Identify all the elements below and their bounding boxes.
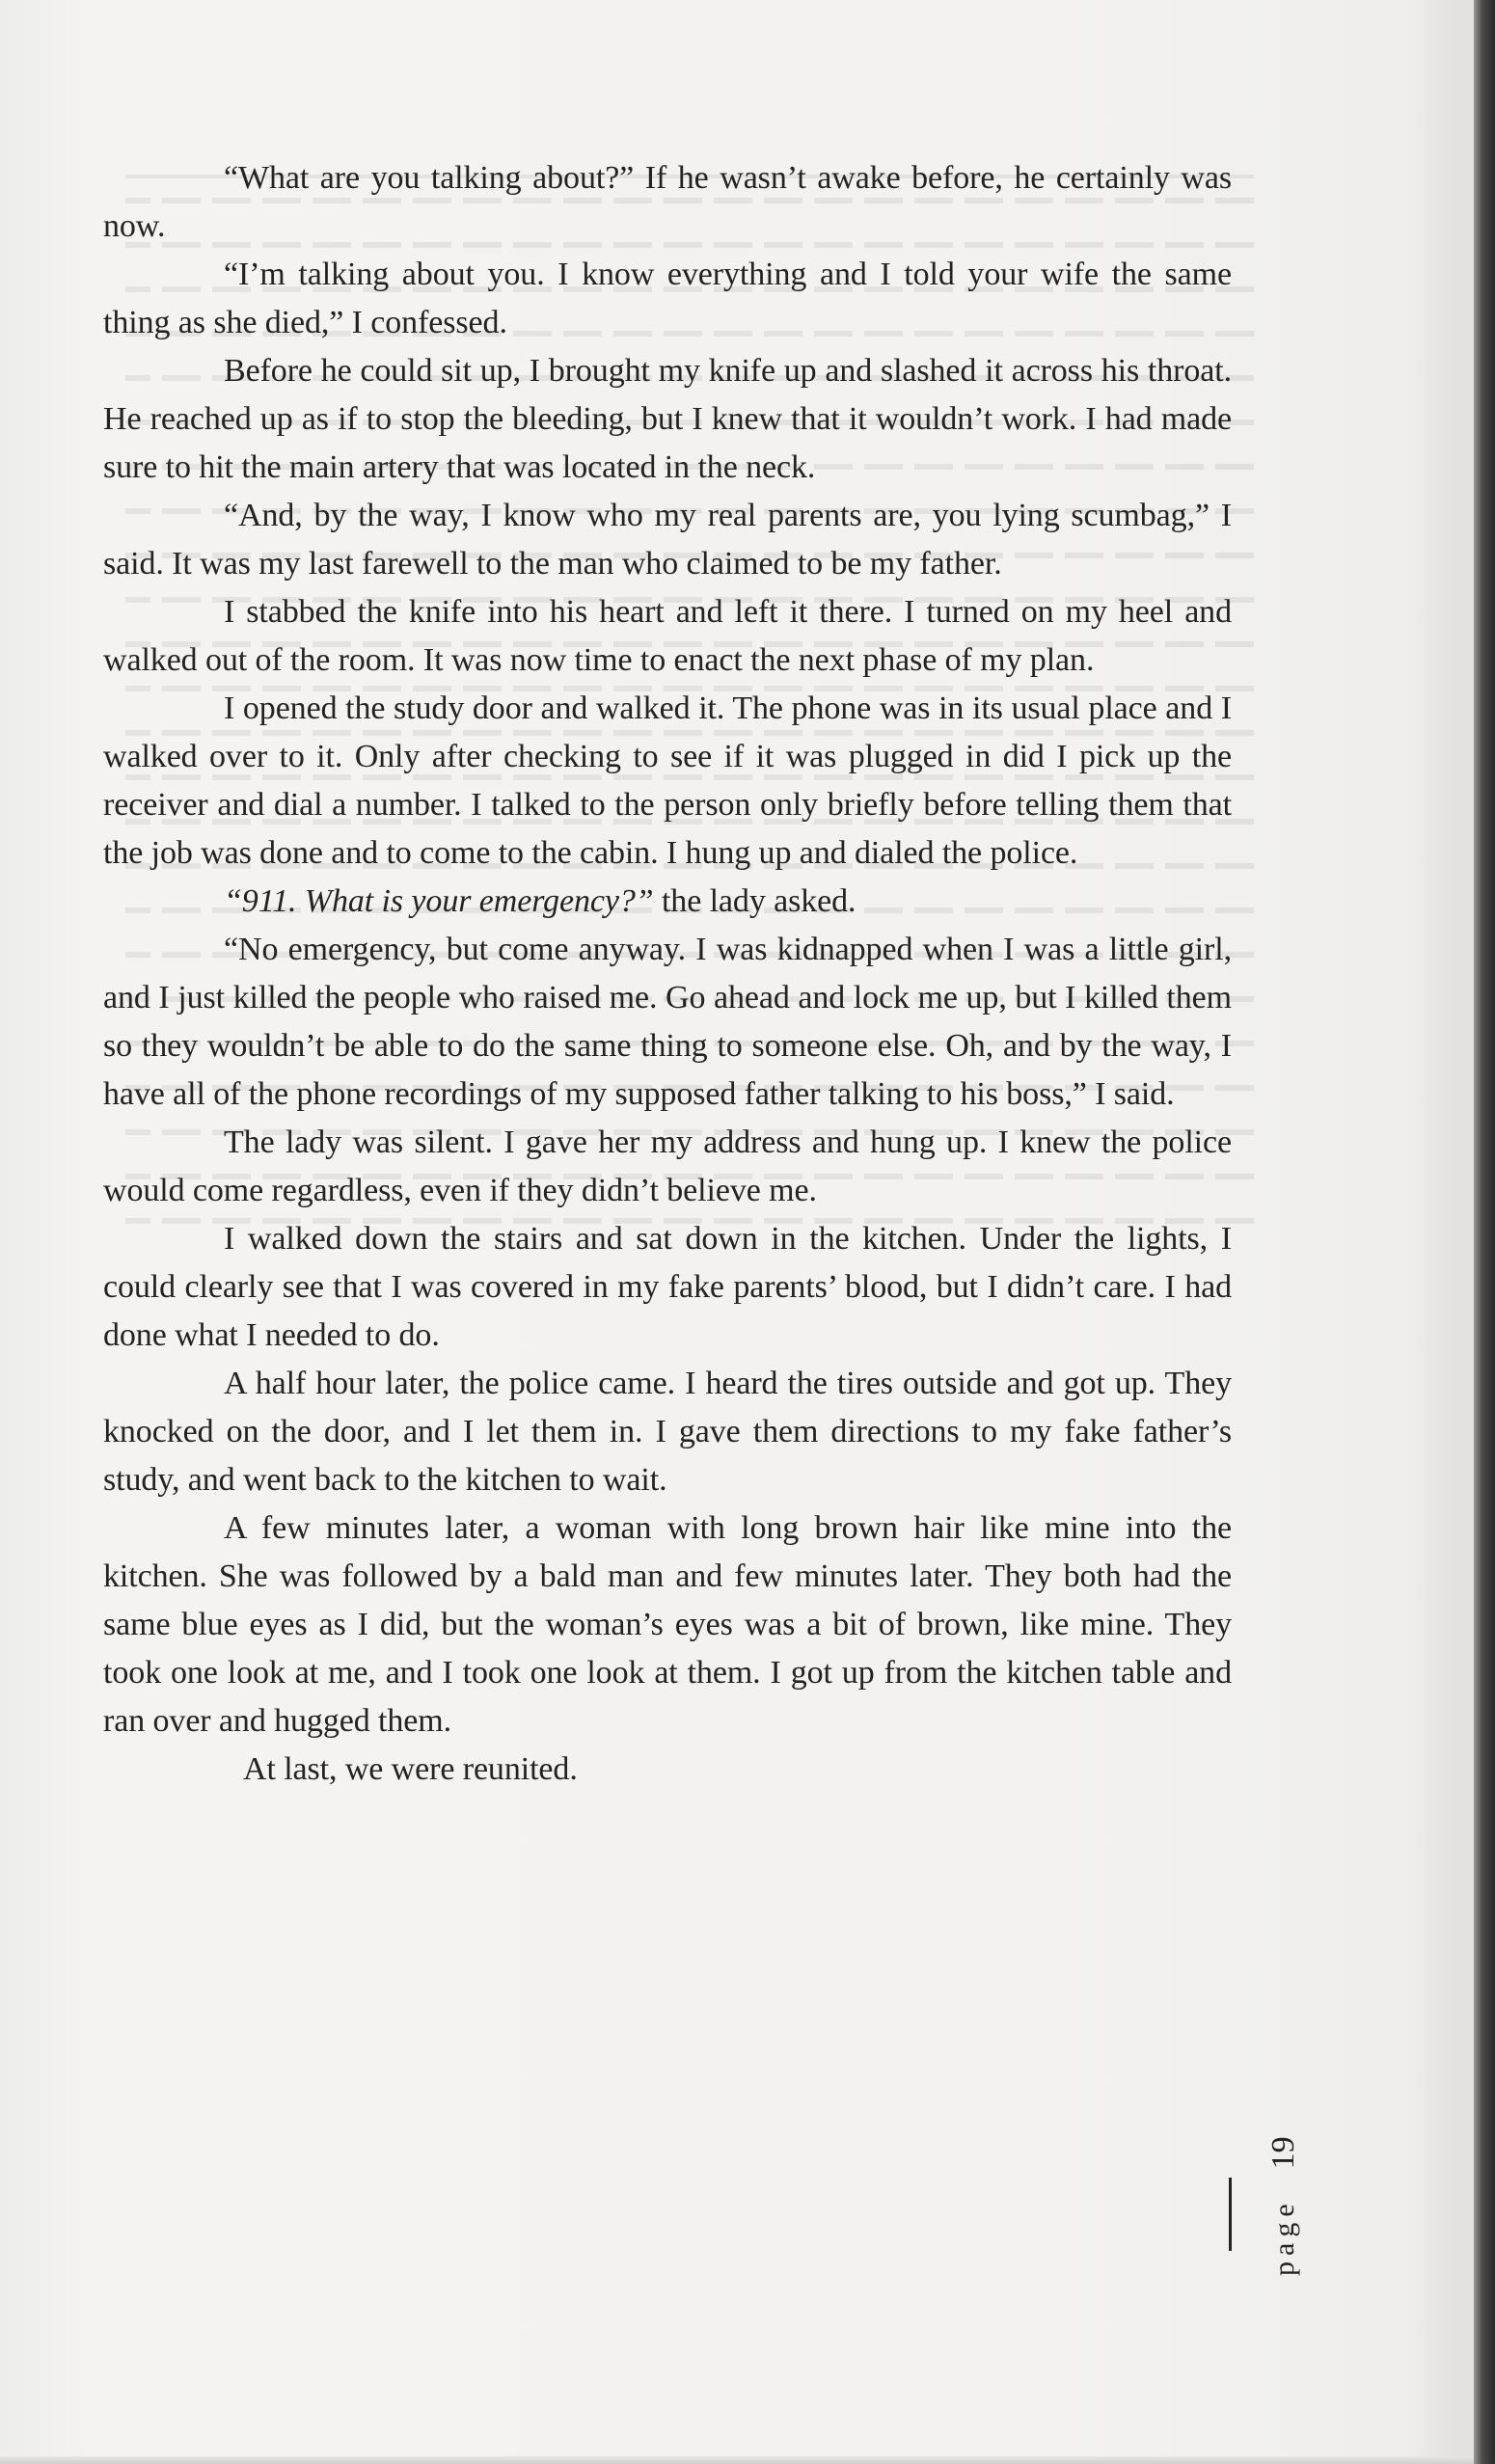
emergency-quote: “911. What is your emergency?” (224, 883, 654, 919)
page-number-label: page (1268, 2198, 1300, 2276)
paragraph: “No emergency, but come anyway. I was kidnapped when I was a little girl, and I just killed the people who raised me. Go ahead and lock me up, but I killed them so they wouldn’t be able to do the same thing to someone else. Oh, and by the way, I have all of the phone recordings of my supposed father talking to his boss,” I said. (103, 932, 1232, 1112)
paragraph: Before he could sit up, I brought my knife up and slashed it across his throat. He reached up as if to stop the bleeding, but I knew that it wouldn’t work. I had made sure to hit the main artery that was located in the neck. (103, 353, 1232, 485)
paragraph: A few minutes later, a woman with long brown hair like mine into the kitchen. She was followed by a bald man and few minutes later. They both had the same blue eyes as I did, but the woman’s eyes was a bit of brown, like mine. They took one look at me, and I took one look at them. I got up from the kitchen table and ran over and hugged them. (103, 1510, 1232, 1739)
paragraph: I opened the study door and walked it. The phone was in its usual place and I walked over to it. Only after checking to see if it was plugged in did I pick up the receiver and dial a number. I talked to the person only briefly before telling them that the job was done and to come to the cabin. I hung up and dialed the police. (103, 690, 1232, 871)
paragraph: I stabbed the knife into his heart and left it there. I turned on my heel and walked out of the room. It was now time to enact the next phase of my plan. (103, 594, 1232, 678)
closing-line: At last, we were reunited. (243, 1751, 578, 1787)
paragraph: A half hour later, the police came. I heard the tires outside and got up. They knocked on the door, and I let them in. I gave them directions to my fake father’s study, and went back to the kitchen to wait. (103, 1366, 1232, 1498)
paragraph: The lady was silent. I gave her my address and hung up. I knew the police would come regardless, even if they didn’t believe me. (103, 1124, 1232, 1208)
page-number-rotated (1265, 2136, 1302, 2276)
page-number (1188, 2136, 1301, 2276)
page-bottom-edge (0, 2456, 1474, 2464)
paragraph: “I’m talking about you. I know everything and I told your wife the same thing as she died,” I confessed. (103, 257, 1232, 340)
paragraph: I walked down the stairs and sat down in the kitchen. Under the lights, I could clearly see that I was covered in my fake parents’ blood, but I didn’t care. I had done what I needed to do. (103, 1221, 1232, 1353)
body-text (103, 154, 1232, 1794)
emergency-quote-tail: the lady asked. (653, 883, 856, 919)
page-binding-edge (1474, 0, 1495, 2464)
paragraph-911-call (103, 878, 1232, 926)
paragraph: “And, by the way, I know who my real parents are, you lying scumbag,” I said. It was my last farewell to the man who claimed to be my father. (103, 498, 1232, 582)
page-number-divider (1229, 2178, 1232, 2251)
paragraph: “What are you talking about?” If he wasn’t awake before, he certainly was now. (103, 160, 1232, 244)
page-number-value: 19 (1265, 2136, 1301, 2170)
